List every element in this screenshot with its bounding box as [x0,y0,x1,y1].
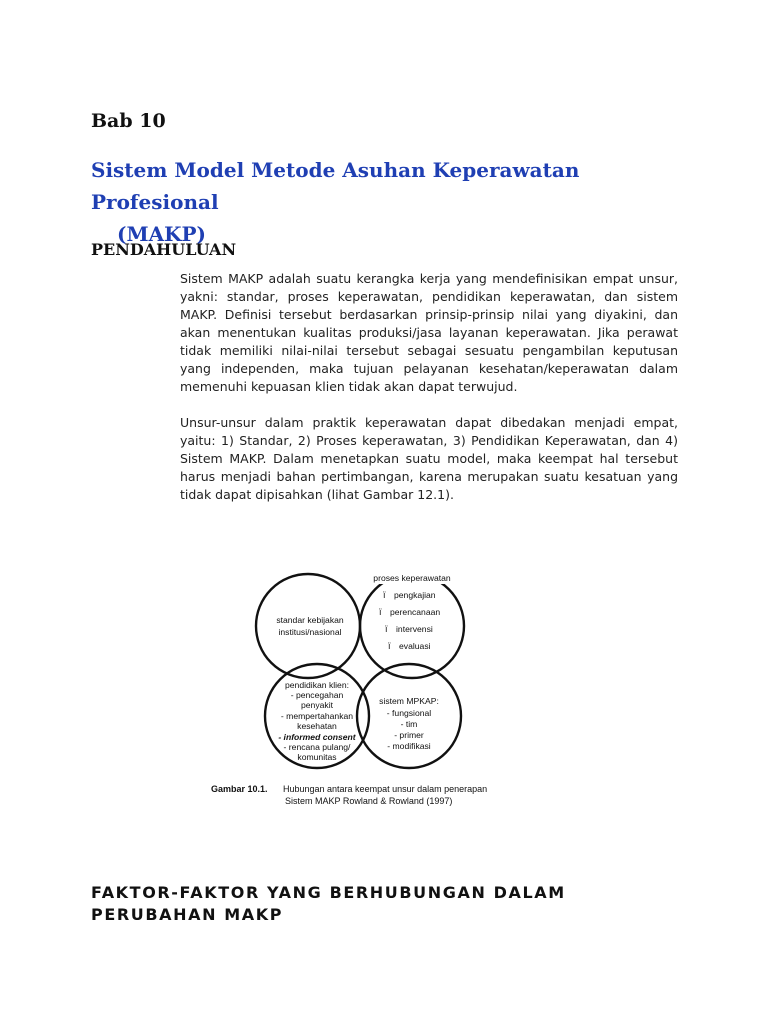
paragraph-1: Sistem MAKP adalah suatu kerangka kerja yang mendefinisikan empat unsur, yakni: standar, proses keperawatan, pendidikan keperawatan, dan sistem MAKP. Definisi tersebut berdasarkan prinsip-prinsip nilai yang diyakini, dan akan menentukan kualitas produksi/jasa layanan keperawatan. Jika perawat tidak memiliki nilai-nilai tersebut sebagai sesuatu pengambilan keputusan yang independen, maka tujuan pelayanan kesehatan/keperawatan dalam memenuhi kepuasan klien tidak akan dapat terwujud. [180,271,678,394]
pendidikan-line-3: penyakit [300,700,334,710]
section-heading-faktor-line1: FAKTOR-FAKTOR YANG BERHUBUNGAN DALAM [91,883,566,902]
pendidikan-line-1: pendidikan klien: [284,680,350,690]
pendidikan-line-2: - pencegahan [290,690,344,700]
bullet-glyph: ï [379,607,382,617]
chapter-title-line2: (MAKP) [117,222,207,246]
standar-text-2: institusi/nasional [278,627,342,637]
pendidikan-line-6: - informed consent [278,732,356,742]
caption-line-1: Hubungan antara keempat unsur dalam penerapan [283,784,488,794]
pendidikan-line-4: - mempertahankan [280,711,354,721]
proses-item-2: perencanaan [390,607,441,617]
pendidikan-line-7: - rencana pulang/ [283,742,351,752]
paragraph-2: Unsur-unsur dalam praktik keperawatan dapat dibedakan menjadi empat, yaitu: 1) Standar, 2) Proses keperawatan, 3) Pendidikan Keperawatan, dan 4) Sistem MAKP. Dalam menetapkan suatu model, maka keempat hal tersebut harus menjadi bahan pertimbangan, karena merupakan suatu kesatuan yang tidak dapat dipisahkan (lihat Gambar 12.1). [180,415,678,502]
section-heading-pendahuluan: PENDAHULUAN [91,240,237,259]
section-heading-faktor [91,882,651,926]
standar-text-1: standar kebijakan [276,615,344,625]
chapter-title [91,154,711,250]
section-heading-faktor-line2: PERUBAHAN MAKP [91,905,284,924]
bullet-glyph: ï [383,590,386,600]
sistem-line-1: sistem MPKAP: [379,696,439,706]
proses-title: proses keperawatan [373,573,451,583]
sistem-line-5: - modifikasi [387,741,431,751]
bullet-glyph: ï [388,641,391,651]
chapter-label: Bab 10 [91,110,166,132]
caption-line-2: Sistem MAKP Rowland & Rowland (1997) [285,796,453,806]
sistem-line-2: - fungsional [386,708,432,718]
bullet-glyph: ï [385,624,388,634]
caption-label: Gambar 10.1. [211,784,268,794]
pendidikan-line-8: komunitas [297,752,337,762]
proses-item-1: pengkajian [394,590,436,600]
sistem-line-4: - primer [394,730,424,740]
proses-item-3: intervensi [396,624,433,634]
circle-standar [256,574,360,678]
figure-makp-elements [205,568,545,816]
sistem-line-3: - tim [400,719,418,729]
pendidikan-line-5: kesehatan [297,721,337,731]
proses-item-4: evaluasi [399,641,431,651]
chapter-title-line1: Sistem Model Metode Asuhan Keperawatan Profesional [91,158,580,214]
